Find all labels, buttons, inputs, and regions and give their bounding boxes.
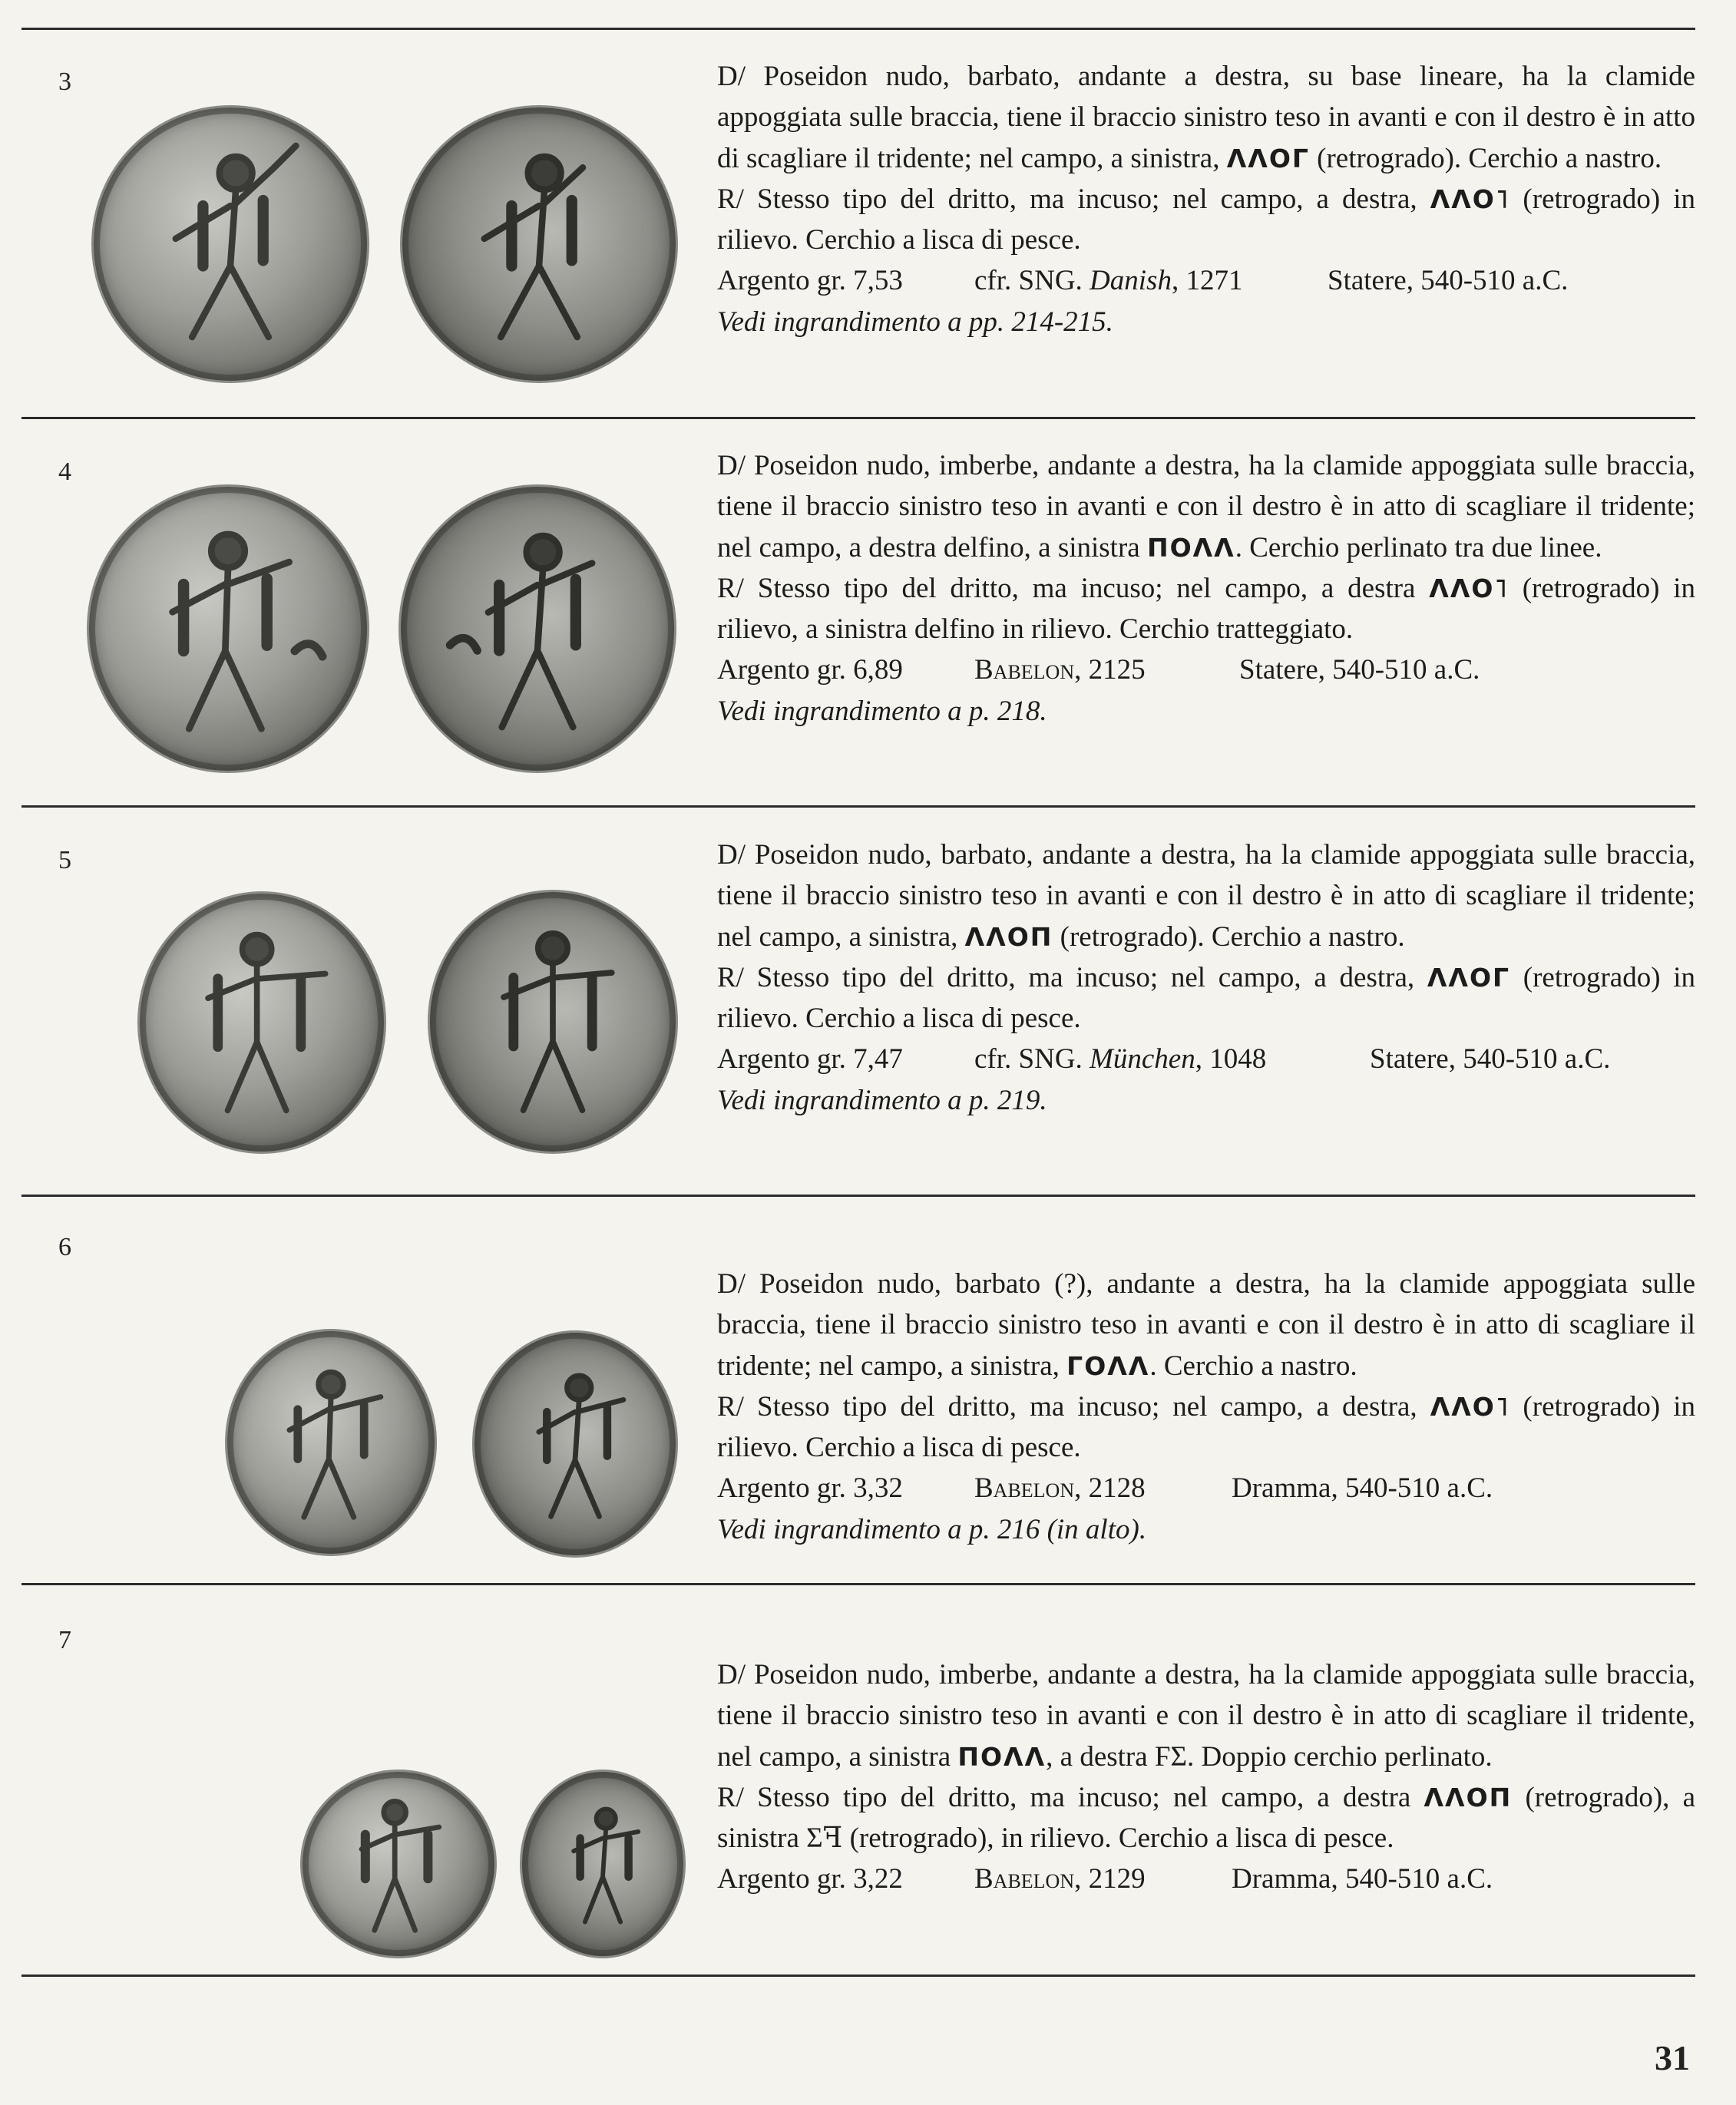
denomination: Statere, 540-510 a.C. (1370, 1043, 1611, 1076)
entry-number: 5 (58, 846, 71, 874)
obverse-description: D/ Poseidon nudo, imberbe, andante a destra, ha la clamide appoggiata sulle braccia, tiene il braccio sinistro teso in avanti e con il destro è in atto di scagliare il tridente, nel campo, a sinistra ΠΟΛΛ, a destra ϜΣ. Doppio cerchio perlinato. (717, 1659, 1695, 1773)
weight: Argento gr. 7,53 (717, 265, 903, 297)
entry-number: 4 (58, 458, 71, 486)
entry-description (717, 1264, 1695, 1550)
enlargement-note: Vedi ingrandimento a p. 219. (717, 1084, 1047, 1116)
weight: Argento gr. 7,47 (717, 1043, 903, 1076)
enlargement-note: Vedi ingrandimento a p. 218. (717, 695, 1047, 727)
coin-details (717, 649, 1695, 690)
greek-legend: ΛΛΟ˥ (1430, 1391, 1510, 1422)
greek-legend: ΛΛΟΓ (1226, 143, 1310, 173)
reference: Babelon, 2125 (974, 654, 1146, 686)
reverse-coin-image (475, 1333, 676, 1555)
weight: Argento gr. 6,89 (717, 654, 903, 686)
greek-legend: ΠΟΛΛ (1146, 532, 1235, 563)
reverse-description: R/ Stesso tipo del dritto, ma incuso; nel campo, a destra ΛΛΟ˥ (retrogrado) in rilievo, a sinistra delfino in rilievo. Cerchio tratteggiato. (717, 572, 1696, 646)
denomination: Statere, 540-510 a.C. (1239, 654, 1480, 686)
obverse-description: D/ Poseidon nudo, barbato, andante a destra, su base lineare, ha la clamide appoggiata sulle braccia, tiene il braccio sinistro teso in avanti e con il destro è in atto di scagliare il tridente; nel campo, a sinistra, ΛΛΟΓ (retrogrado). Cerchio a nastro. (717, 61, 1695, 174)
greek-legend: ΛΛΟΓ (1427, 962, 1511, 993)
entry-number: 3 (58, 68, 71, 96)
coin-details (717, 1468, 1695, 1509)
entry-description (717, 445, 1695, 732)
entry-number: 7 (58, 1626, 71, 1654)
reverse-coin-image (522, 1772, 683, 1956)
coin-details (717, 1039, 1695, 1079)
weight: Argento gr. 3,32 (717, 1472, 903, 1505)
reverse-description: R/ Stesso tipo del dritto, ma incuso; nel campo, a destra, ΛΛΟ˥ (retrogrado) in rilievo. Cerchio a lisca di pesce. (717, 1390, 1696, 1464)
reverse-coin-image (430, 892, 676, 1152)
bottom-rule (21, 1974, 1695, 1977)
reverse-description: R/ Stesso tipo del dritto, ma incuso; nel campo, a destra, ΛΛΟ˥ (retrogrado) in rilievo. Cerchio a lisca di pesce. (717, 183, 1696, 256)
obverse-coin-image (94, 107, 367, 381)
obverse-coin-image (140, 894, 384, 1152)
greek-legend: ΛΛΟΠ (1424, 1782, 1513, 1813)
top-rule (21, 28, 1695, 30)
coin-details (717, 1859, 1695, 1899)
obverse-description: D/ Poseidon nudo, barbato (?), andante a destra, ha la clamide appoggiata sulle braccia, tiene il braccio sinistro teso in avanti e con il destro è in atto di scagliare il tridente; nel campo, a sinistra, ΓΟΛΛ. Cerchio a nastro. (717, 1268, 1695, 1382)
rule-5-6 (21, 1195, 1695, 1197)
denomination: Dramma, 540-510 a.C. (1232, 1472, 1493, 1505)
weight: Argento gr. 3,22 (717, 1863, 903, 1895)
reference: Babelon, 2128 (974, 1472, 1146, 1505)
reverse-coin-image (402, 107, 676, 381)
rule-4-5 (21, 805, 1695, 808)
entry-description (717, 56, 1695, 342)
rule-6-7 (21, 1583, 1695, 1585)
reverse-coin-image (401, 487, 674, 771)
reference: Babelon, 2129 (974, 1863, 1146, 1895)
enlargement-note: Vedi ingrandimento a pp. 214-215. (717, 306, 1113, 338)
greek-legend: ΛΛΟΠ (964, 921, 1053, 952)
greek-legend: ΠΟΛΛ (957, 1741, 1047, 1772)
greek-legend: ΓΟΛΛ (1066, 1350, 1150, 1381)
greek-legend: ΛΛΟ˥ (1430, 183, 1510, 214)
entry-description (717, 1654, 1695, 1900)
denomination: Dramma, 540-510 a.C. (1232, 1863, 1493, 1895)
enlargement-note: Vedi ingrandimento a p. 216 (in alto). (717, 1513, 1147, 1545)
obverse-coin-image (303, 1772, 494, 1956)
entry-number: 6 (58, 1233, 71, 1261)
greek-legend: ΛΛΟ˥ (1429, 573, 1509, 603)
rule-3-4 (21, 417, 1695, 419)
obverse-coin-image (227, 1331, 435, 1554)
reverse-description: R/ Stesso tipo del dritto, ma incuso; nel campo, a destra, ΛΛΟΓ (retrogrado) in rilievo. Cerchio a lisca di pesce. (717, 961, 1696, 1035)
obverse-description: D/ Poseidon nudo, imberbe, andante a destra, ha la clamide appoggiata sulle braccia, tiene il braccio sinistro teso in avanti e con il destro è in atto di scagliare il tridente; nel campo, a destra delfino, a sinistra ΠΟΛΛ. Cerchio perlinato tra due linee. (717, 450, 1695, 563)
reference: cfr. SNG. München, 1048 (974, 1043, 1267, 1076)
obverse-coin-image (89, 487, 367, 771)
page-number: 31 (1655, 2038, 1690, 2077)
obverse-description: D/ Poseidon nudo, barbato, andante a destra, ha la clamide appoggiata sulle braccia, tiene il braccio sinistro teso in avanti e con il destro è in atto di scagliare il tridente; nel campo, a sinistra, ΛΛΟΠ (retrogrado). Cerchio a nastro. (717, 839, 1695, 953)
entry-description (717, 834, 1695, 1121)
reference: cfr. SNG. Danish, 1271 (974, 265, 1243, 297)
denomination: Statere, 540-510 a.C. (1328, 265, 1569, 297)
coin-details (717, 260, 1695, 301)
reverse-description: R/ Stesso tipo del dritto, ma incuso; nel campo, a destra ΛΛΟΠ (retrogrado), a sinistra Σꟻ (retrogrado), in rilievo. Cerchio a lisca di pesce. (717, 1781, 1696, 1855)
